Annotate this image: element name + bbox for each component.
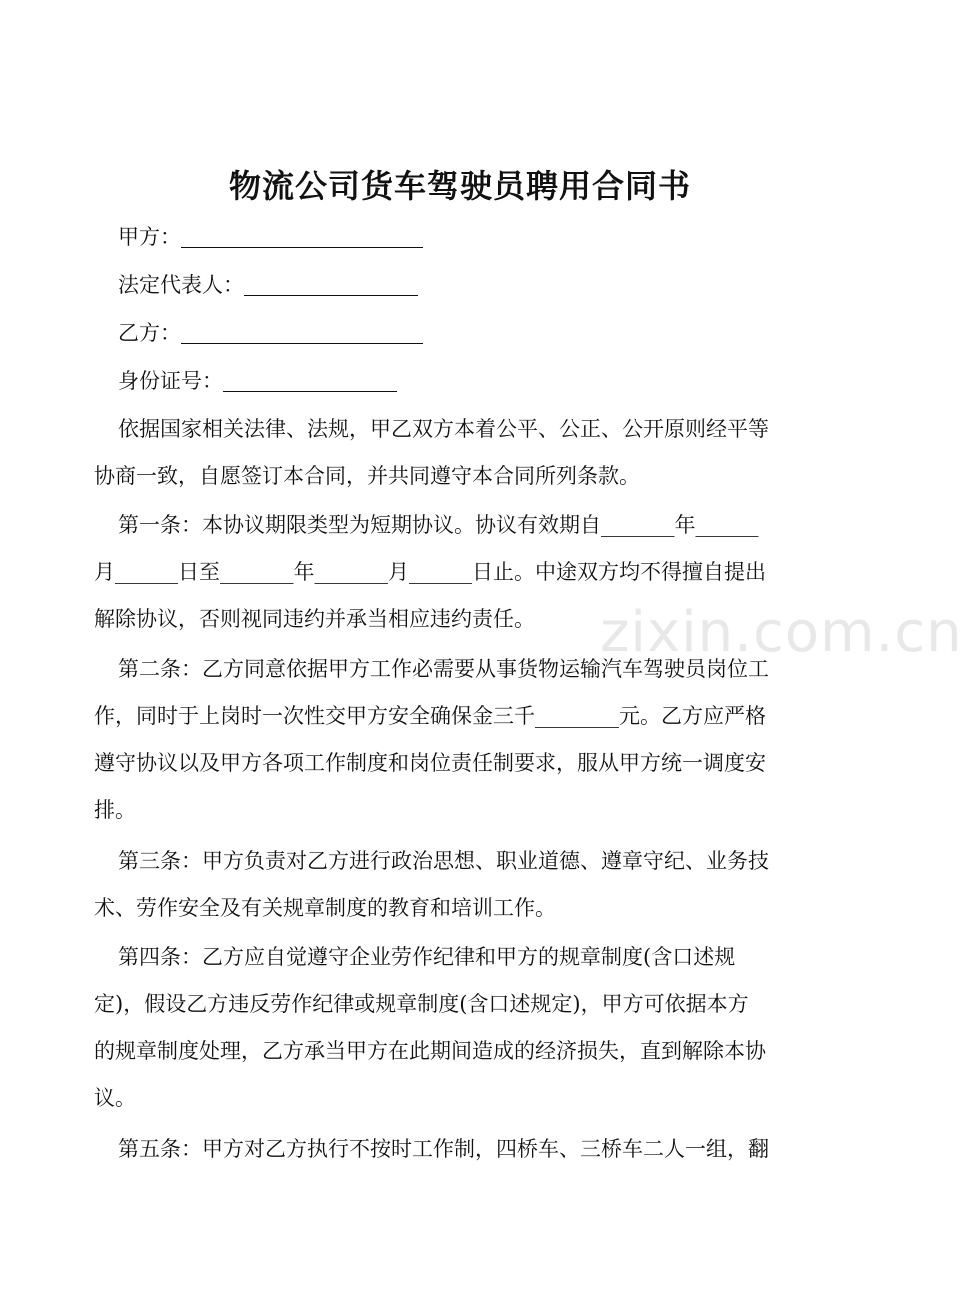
article-2-paragraph [94,646,834,834]
article-3-paragraph [94,838,834,932]
id-number-blank [223,367,397,392]
paragraph-line: 排。 [94,798,136,822]
paragraph-line: 术、劳作安全及有关规章制度的教育和培训工作。 [94,896,556,920]
party-a-field [118,222,423,252]
party-b-label: 乙方： [118,321,181,345]
party-b-field [118,318,423,348]
paragraph-line: 第五条：甲方对乙方执行不按时工作制，四桥车、三桥车二人一组，翻 [118,1137,769,1161]
article-5-paragraph [94,1126,834,1173]
paragraph-line: 月______日至_______年_______月______日止。中途双方均不得擅自提出 [94,560,766,584]
paragraph-line: 定)，假设乙方违反劳作纪律或规章制度(含口述规定)，甲方可依据本方 [94,992,749,1016]
paragraph-line: 第一条：本协议期限类型为短期协议。协议有效期自_______年______ [118,513,759,537]
party-a-blank [181,223,423,248]
paragraph-line: 解除协议，否则视同违约并承当相应违约责任。 [94,607,535,631]
party-a-label: 甲方： [118,225,181,249]
legal-representative-field [118,270,418,300]
legal-representative-blank [244,271,418,296]
paragraph-line: 作，同时于上岗时一次性交甲方安全确保金三千________元。乙方应严格 [94,704,766,728]
legal-representative-label: 法定代表人： [118,273,244,297]
party-b-blank [181,319,423,344]
watermark: zixin.com.cn [600,600,963,665]
article-4-paragraph [94,934,834,1122]
document-title: 物流公司货车驾驶员聘用合同书 [228,167,691,205]
preamble-paragraph [94,406,834,500]
paragraph-line: 协商一致，自愿签订本合同，并共同遵守本合同所列条款。 [94,464,640,488]
paragraph-line: 遵守协议以及甲方各项工作制度和岗位责任制要求，服从甲方统一调度安 [94,751,766,775]
paragraph-line: 第二条：乙方同意依据甲方工作必需要从事货物运输汽车驾驶员岗位工 [118,657,769,681]
paragraph-line: 的规章制度处理，乙方承当甲方在此期间造成的经济损失，直到解除本协 [94,1039,766,1063]
paragraph-line: 依据国家相关法律、法规，甲乙双方本着公平、公正、公开原则经平等 [118,417,769,441]
article-1-paragraph [94,502,834,643]
id-number-field [118,366,397,396]
paragraph-line: 议。 [94,1086,136,1110]
id-number-label: 身份证号： [118,369,223,393]
paragraph-line: 第四条：乙方应自觉遵守企业劳作纪律和甲方的规章制度(含口述规 [118,945,736,969]
paragraph-line: 第三条：甲方负责对乙方进行政治思想、职业道德、遵章守纪、业务技 [118,849,769,873]
